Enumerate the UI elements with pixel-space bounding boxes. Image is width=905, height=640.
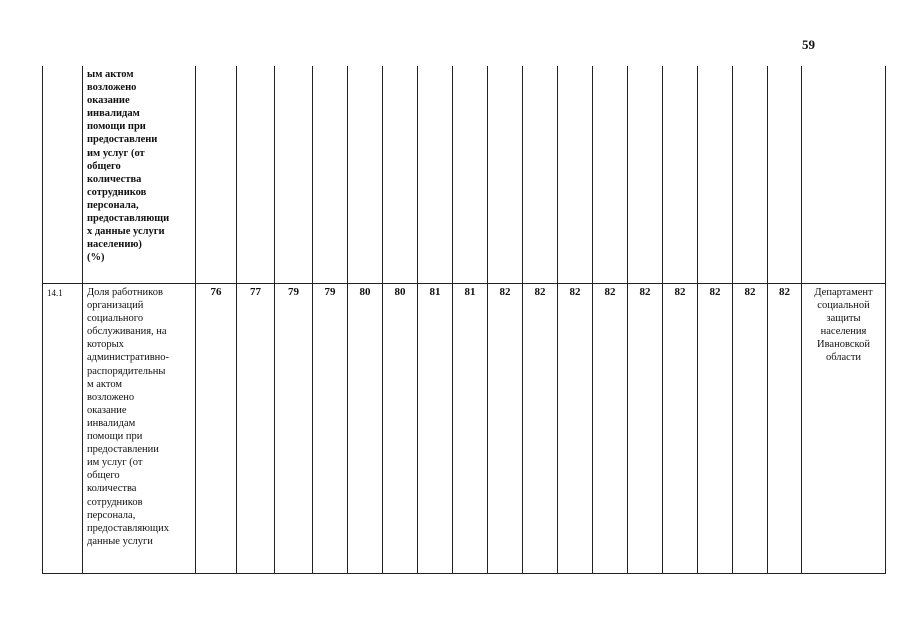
value-cell (196, 66, 237, 284)
value-cell: 82 (768, 284, 802, 574)
value-cell (275, 66, 313, 284)
indicators-table (42, 66, 886, 574)
value-cell (418, 66, 453, 284)
name-line: предоставляющих (87, 522, 169, 534)
value-cell (488, 66, 523, 284)
page-number: 59 (802, 37, 815, 52)
value-cell: 80 (348, 284, 383, 574)
responsible-cell (802, 284, 886, 574)
name-line: инвалидам (87, 417, 136, 429)
value-cell (383, 66, 418, 284)
table-row-14-1 (43, 284, 886, 574)
name-line: возложено (87, 391, 135, 403)
name-line: ым актом (87, 69, 134, 80)
name-line: административно- (87, 352, 170, 364)
value-cell: 81 (418, 284, 453, 574)
value-cell: 82 (593, 284, 628, 574)
indicator-name-cell (83, 66, 196, 284)
name-line: организаций (87, 300, 144, 312)
value-cell: 82 (698, 284, 733, 574)
name-line: количества (87, 483, 137, 495)
value-cell (453, 66, 488, 284)
responsible-cell (802, 66, 886, 284)
name-line: предоставляющи (87, 213, 170, 225)
name-line: распорядительны (87, 365, 166, 377)
value-cell: 82 (558, 284, 593, 574)
value-cell: 76 (196, 284, 237, 574)
responsible-line: области (825, 352, 862, 364)
value-cell: 81 (453, 284, 488, 574)
name-line: предоставлени (87, 134, 158, 146)
value-cell (593, 66, 628, 284)
value-cell (698, 66, 733, 284)
name-line: х данные услуги (87, 226, 165, 238)
name-line: возложено (87, 82, 137, 94)
value-cell (663, 66, 698, 284)
name-line: (%) (87, 252, 105, 264)
name-line: оказание (87, 404, 127, 416)
name-line: количества (87, 173, 142, 185)
row-number-cell: 14.1 (43, 284, 83, 574)
name-line: предоставлении (87, 444, 159, 456)
name-line: им услуг (от (87, 147, 145, 159)
value-cell: 79 (313, 284, 348, 574)
name-line: обслуживания, на (87, 326, 167, 338)
name-line: общего (87, 470, 120, 482)
name-line: данные услуги (87, 535, 153, 547)
name-line: сотрудников (87, 496, 143, 508)
value-cell (628, 66, 663, 284)
value-cell (237, 66, 275, 284)
responsible-line: населения (820, 326, 867, 338)
name-line: населению) (87, 239, 142, 251)
name-line: сотрудников (87, 186, 147, 198)
name-line: общего (87, 160, 121, 172)
responsible-line: защиты (826, 313, 861, 325)
value-cell (523, 66, 558, 284)
name-line: помощи при (87, 121, 146, 133)
name-line: оказание (87, 95, 130, 107)
value-cell (348, 66, 383, 284)
value-cell: 82 (488, 284, 523, 574)
name-line: помощи при (87, 431, 143, 443)
responsible-line: Департамент (814, 287, 873, 298)
indicator-name-cell (83, 284, 196, 574)
table-row-continuation (43, 66, 886, 284)
value-cell: 82 (733, 284, 768, 574)
responsible-line: социальной (817, 300, 870, 312)
name-line: м актом (87, 378, 123, 390)
value-cell (558, 66, 593, 284)
name-line: персонала, (87, 509, 136, 521)
name-line: которых (87, 339, 124, 351)
value-cell (768, 66, 802, 284)
value-cell (733, 66, 768, 284)
name-line: инвалидам (87, 108, 140, 120)
name-line: социального (87, 313, 144, 325)
value-cell: 77 (237, 284, 275, 574)
value-cell: 82 (663, 284, 698, 574)
name-line: Доля работников (87, 287, 163, 298)
name-line: им услуг (от (87, 457, 143, 469)
value-cell: 80 (383, 284, 418, 574)
value-cell: 79 (275, 284, 313, 574)
value-cell: 82 (523, 284, 558, 574)
responsible-line: Ивановской (817, 339, 870, 351)
value-cell (313, 66, 348, 284)
name-line: персонала, (87, 199, 139, 211)
value-cell: 82 (628, 284, 663, 574)
row-number-cell (43, 66, 83, 284)
